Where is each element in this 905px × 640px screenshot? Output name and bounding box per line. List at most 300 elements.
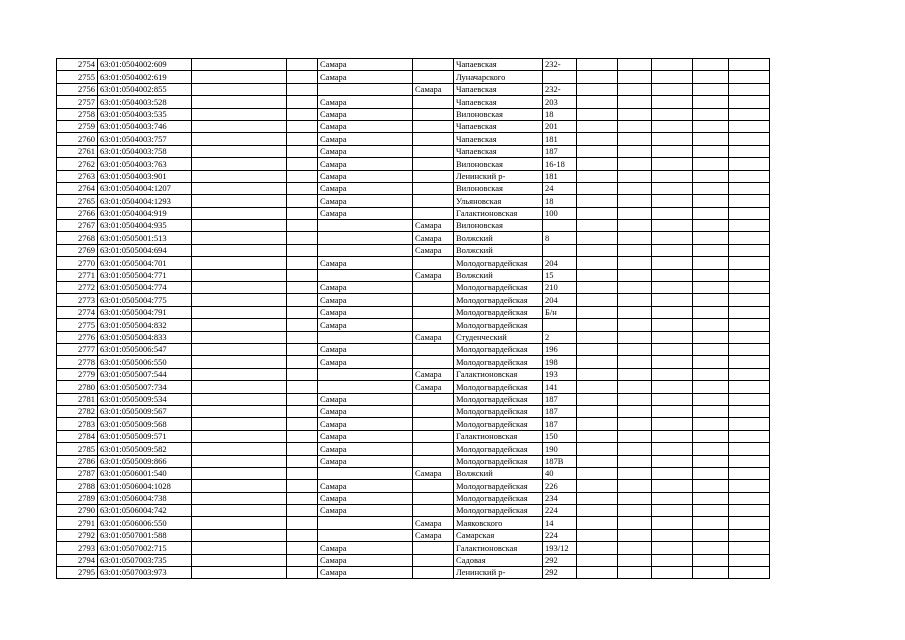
empty-cell bbox=[693, 108, 729, 120]
empty-cell bbox=[618, 443, 652, 455]
table-row bbox=[57, 220, 770, 232]
city-cell: Самара bbox=[318, 455, 413, 467]
empty-cell bbox=[192, 319, 287, 331]
empty-cell bbox=[287, 195, 318, 207]
empty-cell bbox=[729, 381, 770, 393]
street-cell: Маяковского bbox=[454, 517, 543, 529]
locality-cell: Самара bbox=[413, 368, 454, 380]
cadastral-number-cell: 63:01:0504003:535 bbox=[98, 108, 192, 120]
house-cell: 193/12 bbox=[543, 542, 577, 554]
cadastral-number-cell: 63:01:0505009:582 bbox=[98, 443, 192, 455]
empty-cell bbox=[577, 356, 618, 368]
house-cell: 8 bbox=[543, 232, 577, 244]
street-cell: Вилоновская bbox=[454, 220, 543, 232]
cadastral-number-cell: 63:01:0504003:763 bbox=[98, 158, 192, 170]
house-cell: 232- bbox=[543, 83, 577, 95]
house-cell: 193 bbox=[543, 368, 577, 380]
empty-cell bbox=[192, 567, 287, 579]
empty-cell bbox=[577, 467, 618, 479]
row-number-cell: 2776 bbox=[57, 331, 98, 343]
empty-cell bbox=[192, 294, 287, 306]
empty-cell bbox=[577, 567, 618, 579]
empty-cell bbox=[729, 492, 770, 504]
cadastral-number-cell: 63:01:0504002:855 bbox=[98, 83, 192, 95]
empty-cell bbox=[618, 120, 652, 132]
empty-cell bbox=[729, 368, 770, 380]
empty-cell bbox=[618, 306, 652, 318]
empty-cell bbox=[287, 343, 318, 355]
empty-cell bbox=[577, 108, 618, 120]
empty-cell bbox=[693, 158, 729, 170]
street-cell: Луначарского bbox=[454, 71, 543, 83]
house-cell: 16-18 bbox=[543, 158, 577, 170]
empty-cell bbox=[287, 133, 318, 145]
city-cell: Самара bbox=[318, 343, 413, 355]
empty-cell bbox=[729, 542, 770, 554]
city-cell: Самара bbox=[318, 120, 413, 132]
house-cell: 226 bbox=[543, 480, 577, 492]
empty-cell bbox=[618, 393, 652, 405]
empty-cell bbox=[618, 59, 652, 71]
empty-cell bbox=[577, 158, 618, 170]
table-row bbox=[57, 257, 770, 269]
street-cell: Молодогвардейская bbox=[454, 257, 543, 269]
empty-cell bbox=[287, 220, 318, 232]
locality-cell bbox=[413, 282, 454, 294]
street-cell: Молодогвардейская bbox=[454, 492, 543, 504]
empty-cell bbox=[693, 381, 729, 393]
empty-cell bbox=[729, 467, 770, 479]
locality-cell bbox=[413, 554, 454, 566]
locality-cell: Самара bbox=[413, 467, 454, 479]
cadastral-number-cell: 63:01:0504004:919 bbox=[98, 207, 192, 219]
street-cell: Волжский bbox=[454, 269, 543, 281]
cadastral-number-cell: 63:01:0507003:735 bbox=[98, 554, 192, 566]
empty-cell bbox=[192, 405, 287, 417]
cadastral-number-cell: 63:01:0505004:701 bbox=[98, 257, 192, 269]
empty-cell bbox=[192, 83, 287, 95]
empty-cell bbox=[577, 133, 618, 145]
cadastral-number-cell: 63:01:0505004:833 bbox=[98, 331, 192, 343]
locality-cell: Самара bbox=[413, 517, 454, 529]
table-row bbox=[57, 207, 770, 219]
table-row bbox=[57, 492, 770, 504]
city-cell: Самара bbox=[318, 282, 413, 294]
empty-cell bbox=[287, 170, 318, 182]
cadastral-number-cell: 63:01:0504002:619 bbox=[98, 71, 192, 83]
empty-cell bbox=[652, 467, 693, 479]
house-cell: 14 bbox=[543, 517, 577, 529]
house-cell bbox=[543, 71, 577, 83]
house-cell: 232- bbox=[543, 59, 577, 71]
empty-cell bbox=[729, 529, 770, 541]
city-cell: Самара bbox=[318, 319, 413, 331]
empty-cell bbox=[192, 505, 287, 517]
locality-cell bbox=[413, 343, 454, 355]
table-row bbox=[57, 182, 770, 194]
locality-cell bbox=[413, 505, 454, 517]
empty-cell bbox=[652, 257, 693, 269]
table-row bbox=[57, 232, 770, 244]
city-cell: Самара bbox=[318, 480, 413, 492]
locality-cell bbox=[413, 393, 454, 405]
row-number-cell: 2771 bbox=[57, 269, 98, 281]
empty-cell bbox=[693, 492, 729, 504]
street-cell: Чапаевская bbox=[454, 96, 543, 108]
locality-cell: Самара bbox=[413, 220, 454, 232]
locality-cell bbox=[413, 567, 454, 579]
house-cell: 141 bbox=[543, 381, 577, 393]
locality-cell: Самара bbox=[413, 244, 454, 256]
empty-cell bbox=[577, 517, 618, 529]
empty-cell bbox=[729, 207, 770, 219]
empty-cell bbox=[577, 145, 618, 157]
empty-cell bbox=[729, 505, 770, 517]
empty-cell bbox=[192, 207, 287, 219]
table-row bbox=[57, 71, 770, 83]
house-cell: 18 bbox=[543, 195, 577, 207]
empty-cell bbox=[577, 381, 618, 393]
locality-cell: Самара bbox=[413, 529, 454, 541]
empty-cell bbox=[287, 71, 318, 83]
cadastral-number-cell: 63:01:0504002:609 bbox=[98, 59, 192, 71]
locality-cell: Самара bbox=[413, 232, 454, 244]
empty-cell bbox=[618, 418, 652, 430]
row-number-cell: 2779 bbox=[57, 368, 98, 380]
street-cell: Молодогвардейская bbox=[454, 356, 543, 368]
house-cell: 100 bbox=[543, 207, 577, 219]
empty-cell bbox=[729, 220, 770, 232]
empty-cell bbox=[192, 282, 287, 294]
table-row bbox=[57, 443, 770, 455]
cadastral-number-cell: 63:01:0505009:571 bbox=[98, 430, 192, 442]
empty-cell bbox=[652, 567, 693, 579]
empty-cell bbox=[729, 257, 770, 269]
empty-cell bbox=[618, 381, 652, 393]
empty-cell bbox=[652, 529, 693, 541]
empty-cell bbox=[729, 567, 770, 579]
empty-cell bbox=[618, 430, 652, 442]
empty-cell bbox=[577, 282, 618, 294]
cadastral-number-cell: 63:01:0505004:771 bbox=[98, 269, 192, 281]
empty-cell bbox=[287, 108, 318, 120]
empty-cell bbox=[729, 71, 770, 83]
street-cell: Молодогвардейская bbox=[454, 393, 543, 405]
street-cell: Волжский bbox=[454, 232, 543, 244]
empty-cell bbox=[577, 269, 618, 281]
empty-cell bbox=[192, 517, 287, 529]
table-row bbox=[57, 331, 770, 343]
empty-cell bbox=[693, 232, 729, 244]
empty-cell bbox=[693, 133, 729, 145]
house-cell: 203 bbox=[543, 96, 577, 108]
cadastral-number-cell: 63:01:0505007:544 bbox=[98, 368, 192, 380]
empty-cell bbox=[693, 282, 729, 294]
empty-cell bbox=[652, 207, 693, 219]
empty-cell bbox=[192, 269, 287, 281]
table-row bbox=[57, 542, 770, 554]
cadastral-number-cell: 63:01:0506006:550 bbox=[98, 517, 192, 529]
empty-cell bbox=[287, 542, 318, 554]
empty-cell bbox=[192, 443, 287, 455]
empty-cell bbox=[652, 120, 693, 132]
empty-cell bbox=[577, 83, 618, 95]
empty-cell bbox=[729, 393, 770, 405]
house-cell: 150 bbox=[543, 430, 577, 442]
locality-cell bbox=[413, 170, 454, 182]
table-row bbox=[57, 467, 770, 479]
empty-cell bbox=[693, 480, 729, 492]
empty-cell bbox=[618, 467, 652, 479]
empty-cell bbox=[287, 207, 318, 219]
empty-cell bbox=[577, 505, 618, 517]
house-cell: 234 bbox=[543, 492, 577, 504]
empty-cell bbox=[192, 96, 287, 108]
empty-cell bbox=[618, 554, 652, 566]
locality-cell bbox=[413, 96, 454, 108]
empty-cell bbox=[652, 343, 693, 355]
empty-cell bbox=[618, 96, 652, 108]
empty-cell bbox=[577, 257, 618, 269]
empty-cell bbox=[287, 517, 318, 529]
house-cell: 187 bbox=[543, 405, 577, 417]
row-number-cell: 2781 bbox=[57, 393, 98, 405]
empty-cell bbox=[693, 443, 729, 455]
house-cell: 198 bbox=[543, 356, 577, 368]
house-cell bbox=[543, 244, 577, 256]
table-row bbox=[57, 108, 770, 120]
empty-cell bbox=[577, 554, 618, 566]
empty-cell bbox=[577, 244, 618, 256]
empty-cell bbox=[729, 554, 770, 566]
empty-cell bbox=[577, 96, 618, 108]
empty-cell bbox=[287, 480, 318, 492]
empty-cell bbox=[618, 158, 652, 170]
empty-cell bbox=[618, 195, 652, 207]
empty-cell bbox=[577, 120, 618, 132]
city-cell: Самара bbox=[318, 306, 413, 318]
empty-cell bbox=[287, 83, 318, 95]
empty-cell bbox=[192, 195, 287, 207]
city-cell bbox=[318, 517, 413, 529]
empty-cell bbox=[618, 71, 652, 83]
city-cell: Самара bbox=[318, 393, 413, 405]
city-cell bbox=[318, 269, 413, 281]
cadastral-number-cell: 63:01:0505009:567 bbox=[98, 405, 192, 417]
empty-cell bbox=[287, 282, 318, 294]
empty-cell bbox=[287, 467, 318, 479]
empty-cell bbox=[192, 368, 287, 380]
cadastral-number-cell: 63:01:0504003:528 bbox=[98, 96, 192, 108]
empty-cell bbox=[287, 269, 318, 281]
locality-cell bbox=[413, 356, 454, 368]
cadastral-number-cell: 63:01:0505009:866 bbox=[98, 455, 192, 467]
empty-cell bbox=[729, 96, 770, 108]
empty-cell bbox=[577, 306, 618, 318]
empty-cell bbox=[618, 145, 652, 157]
table-row bbox=[57, 554, 770, 566]
empty-cell bbox=[287, 59, 318, 71]
locality-cell: Самара bbox=[413, 269, 454, 281]
empty-cell bbox=[618, 567, 652, 579]
empty-cell bbox=[652, 480, 693, 492]
empty-cell bbox=[652, 71, 693, 83]
empty-cell bbox=[192, 356, 287, 368]
city-cell: Самара bbox=[318, 158, 413, 170]
empty-cell bbox=[693, 244, 729, 256]
empty-cell bbox=[192, 120, 287, 132]
locality-cell: Самара bbox=[413, 331, 454, 343]
street-cell: Галактионовская bbox=[454, 207, 543, 219]
empty-cell bbox=[618, 220, 652, 232]
locality-cell bbox=[413, 455, 454, 467]
empty-cell bbox=[652, 517, 693, 529]
street-cell: Чапаевская bbox=[454, 83, 543, 95]
street-cell: Вилоновская bbox=[454, 158, 543, 170]
empty-cell bbox=[287, 232, 318, 244]
empty-cell bbox=[192, 480, 287, 492]
empty-cell bbox=[693, 393, 729, 405]
row-number-cell: 2788 bbox=[57, 480, 98, 492]
empty-cell bbox=[652, 59, 693, 71]
empty-cell bbox=[287, 430, 318, 442]
locality-cell bbox=[413, 492, 454, 504]
cadastral-number-cell: 63:01:0506004:742 bbox=[98, 505, 192, 517]
city-cell: Самара bbox=[318, 71, 413, 83]
empty-cell bbox=[729, 418, 770, 430]
empty-cell bbox=[652, 145, 693, 157]
row-number-cell: 2764 bbox=[57, 182, 98, 194]
empty-cell bbox=[729, 356, 770, 368]
empty-cell bbox=[287, 319, 318, 331]
table-row bbox=[57, 282, 770, 294]
table-row bbox=[57, 567, 770, 579]
empty-cell bbox=[192, 306, 287, 318]
street-cell: Вилоновская bbox=[454, 182, 543, 194]
empty-cell bbox=[652, 505, 693, 517]
empty-cell bbox=[693, 59, 729, 71]
empty-cell bbox=[693, 356, 729, 368]
empty-cell bbox=[652, 331, 693, 343]
empty-cell bbox=[192, 182, 287, 194]
row-number-cell: 2770 bbox=[57, 257, 98, 269]
empty-cell bbox=[287, 393, 318, 405]
empty-cell bbox=[729, 430, 770, 442]
empty-cell bbox=[618, 133, 652, 145]
locality-cell bbox=[413, 430, 454, 442]
empty-cell bbox=[577, 443, 618, 455]
empty-cell bbox=[577, 492, 618, 504]
cadastral-number-cell: 63:01:0504003:746 bbox=[98, 120, 192, 132]
empty-cell bbox=[287, 529, 318, 541]
table-row bbox=[57, 170, 770, 182]
cadastral-number-cell: 63:01:0504004:1293 bbox=[98, 195, 192, 207]
empty-cell bbox=[618, 282, 652, 294]
city-cell: Самара bbox=[318, 195, 413, 207]
house-cell: 204 bbox=[543, 257, 577, 269]
locality-cell bbox=[413, 319, 454, 331]
street-cell: Чапаевская bbox=[454, 133, 543, 145]
city-cell bbox=[318, 529, 413, 541]
empty-cell bbox=[287, 368, 318, 380]
street-cell: Молодогвардейская bbox=[454, 306, 543, 318]
row-number-cell: 2795 bbox=[57, 567, 98, 579]
table-row bbox=[57, 83, 770, 95]
locality-cell bbox=[413, 257, 454, 269]
city-cell: Самара bbox=[318, 443, 413, 455]
empty-cell bbox=[729, 480, 770, 492]
empty-cell bbox=[577, 170, 618, 182]
row-number-cell: 2775 bbox=[57, 319, 98, 331]
empty-cell bbox=[729, 443, 770, 455]
house-cell bbox=[543, 220, 577, 232]
city-cell: Самара bbox=[318, 542, 413, 554]
empty-cell bbox=[287, 158, 318, 170]
empty-cell bbox=[729, 306, 770, 318]
locality-cell bbox=[413, 145, 454, 157]
empty-cell bbox=[618, 207, 652, 219]
empty-cell bbox=[652, 306, 693, 318]
empty-cell bbox=[693, 405, 729, 417]
empty-cell bbox=[618, 294, 652, 306]
empty-cell bbox=[287, 306, 318, 318]
row-number-cell: 2787 bbox=[57, 467, 98, 479]
empty-cell bbox=[618, 492, 652, 504]
city-cell bbox=[318, 232, 413, 244]
empty-cell bbox=[693, 182, 729, 194]
city-cell: Самара bbox=[318, 294, 413, 306]
house-cell: 292 bbox=[543, 554, 577, 566]
empty-cell bbox=[693, 455, 729, 467]
empty-cell bbox=[618, 83, 652, 95]
empty-cell bbox=[577, 368, 618, 380]
empty-cell bbox=[652, 108, 693, 120]
empty-cell bbox=[652, 418, 693, 430]
locality-cell bbox=[413, 71, 454, 83]
empty-cell bbox=[577, 331, 618, 343]
empty-cell bbox=[287, 257, 318, 269]
street-cell: Молодогвардейская bbox=[454, 480, 543, 492]
house-cell: 181 bbox=[543, 170, 577, 182]
house-cell: 187 bbox=[543, 418, 577, 430]
empty-cell bbox=[192, 257, 287, 269]
empty-cell bbox=[652, 554, 693, 566]
table-row bbox=[57, 405, 770, 417]
empty-cell bbox=[618, 505, 652, 517]
locality-cell bbox=[413, 120, 454, 132]
empty-cell bbox=[618, 343, 652, 355]
city-cell: Самара bbox=[318, 356, 413, 368]
table-row bbox=[57, 343, 770, 355]
cadastral-number-cell: 63:01:0505007:734 bbox=[98, 381, 192, 393]
empty-cell bbox=[693, 529, 729, 541]
empty-cell bbox=[693, 368, 729, 380]
empty-cell bbox=[287, 244, 318, 256]
table-row bbox=[57, 418, 770, 430]
locality-cell bbox=[413, 195, 454, 207]
house-cell: 40 bbox=[543, 467, 577, 479]
empty-cell bbox=[729, 405, 770, 417]
empty-cell bbox=[287, 418, 318, 430]
empty-cell bbox=[618, 244, 652, 256]
row-number-cell: 2758 bbox=[57, 108, 98, 120]
empty-cell bbox=[693, 542, 729, 554]
empty-cell bbox=[652, 356, 693, 368]
row-number-cell: 2792 bbox=[57, 529, 98, 541]
row-number-cell: 2762 bbox=[57, 158, 98, 170]
empty-cell bbox=[652, 232, 693, 244]
empty-cell bbox=[287, 405, 318, 417]
